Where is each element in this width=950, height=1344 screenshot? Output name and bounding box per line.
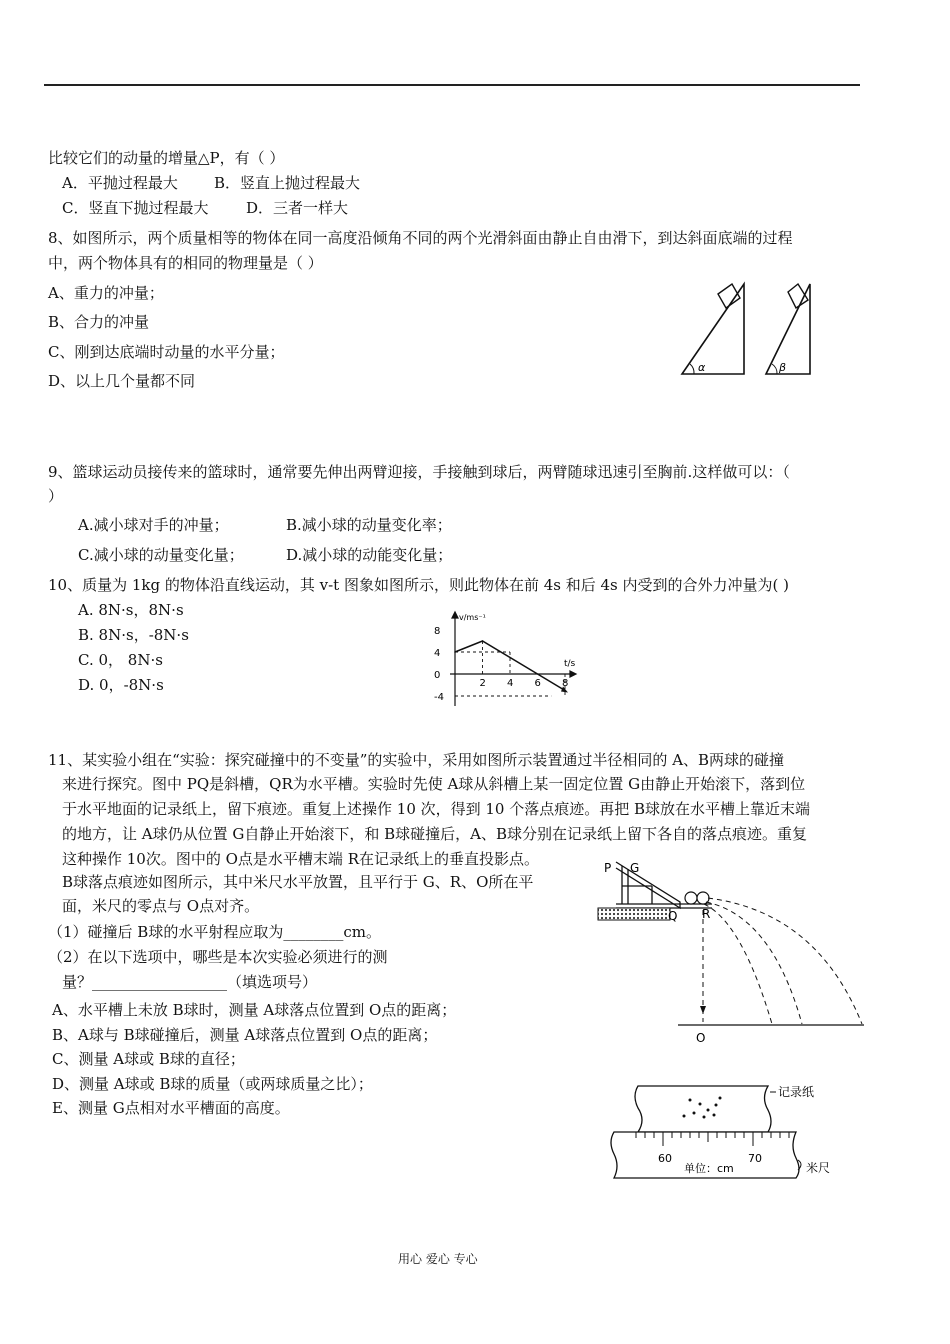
label-p: P — [604, 861, 612, 875]
q11-option-b: B、A球与 B球碰撞后，测量 A球落点位置到 O点的距离； — [52, 1026, 438, 1044]
q11-option-c: C、测量 A球或 B球的直径； — [52, 1050, 245, 1068]
chute-slope — [616, 862, 680, 908]
label-o: O — [696, 1031, 706, 1045]
q7-option-a: A．平抛过程最大 — [62, 174, 178, 192]
x-axis-arrow — [570, 671, 576, 677]
x-tick-label-4: 4 — [507, 678, 514, 689]
ruler-tick-70: 70 — [748, 1152, 762, 1165]
q11-sub1: （1）碰撞后 B球的水平射程应取为________cm。 — [48, 923, 381, 941]
ruler-tick-60: 60 — [658, 1152, 672, 1165]
q11-line4: 的地方，让 A球仍从位置 G自静止开始滚下，和 B球碰撞后，A、B球分别在记录纸上留下各自的落点痕迹。重复 — [62, 825, 808, 843]
beta-label: β — [779, 361, 787, 374]
y-axis-arrow — [452, 612, 458, 618]
vt-chart — [428, 606, 588, 710]
label-q: Q — [668, 909, 678, 923]
page-footer: 用心 爱心 专心 — [398, 1252, 478, 1266]
y-tick-label-4: 4 — [434, 648, 441, 659]
q10-option-c: C. 0， 8N·s — [78, 651, 163, 669]
q11-line3: 于水平地面的记录纸上，留下痕迹。重复上述操作 10 次，得到 10 个落点痕迹。再把 B球放在水平槽上靠近末端 — [62, 800, 811, 818]
q11-sub2-line1: （2）在以下选项中，哪些是本次实验必须进行的测 — [48, 948, 388, 966]
q11-option-a: A、水平槽上未放 B球时，测量 A球落点位置到 O点的距离； — [52, 1001, 457, 1019]
y-tick-label-8: 8 — [434, 626, 441, 637]
trajectory-2 — [706, 902, 802, 1024]
q11-option-e: E、测量 G点相对水平槽面的高度。 — [52, 1099, 290, 1117]
q9-option-d: D.减小球的动能变化量； — [286, 546, 453, 564]
q11-line2: 来进行探究。图中 PQ是斜槽，QR为水平槽。实验时先使 A球从斜槽上某一固定位置 G由静止开始滚下，落到位 — [62, 775, 806, 793]
alpha-label: α — [698, 361, 706, 374]
y-tick-label-0: 0 — [434, 670, 441, 681]
ruler-record-figure — [608, 1080, 858, 1184]
series-v-point-1 — [482, 640, 484, 642]
q8-option-c: C、刚到达底端时动量的水平分量； — [48, 343, 285, 361]
q7-stem: 比较它们的动量的增量△P，有（ ） — [48, 149, 285, 167]
q11-line5: 这种操作 10次。图中的 O点是水平槽末端 R在记录纸上的垂直投影点。 — [62, 850, 539, 868]
x-tick-label-8: 8 — [562, 678, 569, 689]
q9-option-a: A.减小球对手的冲量； — [78, 516, 229, 534]
trajectory-1 — [704, 904, 772, 1024]
label-r: R — [702, 907, 711, 921]
q10-option-a: A. 8N·s，8N·s — [78, 601, 184, 619]
q8-option-a: A、重力的冲量； — [48, 284, 164, 302]
q11-line7: 面，米尺的零点与 O点对齐。 — [62, 897, 260, 915]
q9-stem-line1: 9、篮球运动员接传来的篮球时，通常要先伸出两臂迎接，手接触到球后，两臂随球迅速引至胸前.这样做可以：（ — [48, 463, 790, 481]
record-paper — [635, 1086, 771, 1132]
incline-beta — [766, 284, 810, 374]
y-axis-label: v/ms⁻¹ — [459, 613, 486, 622]
q7-option-c: C．竖直下抛过程最大 — [62, 199, 209, 217]
q9-stem-line2: ） — [48, 487, 64, 505]
collision-apparatus-figure — [592, 852, 872, 1048]
q11-sub2-line2: 量？__________________（填选项号） — [62, 973, 318, 991]
x-tick-label-2: 2 — [479, 678, 486, 689]
ruler-label: 米尺 — [806, 1161, 831, 1175]
x-axis-label: t/s — [564, 659, 576, 669]
q10-option-b: B. 8N·s，-8N·s — [78, 626, 189, 644]
x-tick-label-6: 6 — [534, 678, 541, 689]
q8-stem-line1: 8、如图所示，两个质量相等的物体在同一高度沿倾角不同的两个光滑斜面由静止自由滑下，到达斜面底端的过程 — [48, 229, 793, 247]
incline-alpha — [682, 284, 744, 374]
label-g: G — [630, 861, 640, 875]
q8-stem-line2: 中，两个物体具有的相同的物理量是（ ） — [48, 254, 323, 272]
ball-a — [685, 892, 697, 904]
q11-option-d: D、测量 A球或 B球的质量（或两球质量之比）； — [52, 1075, 373, 1093]
q9-option-b: B.减小球的动量变化率； — [286, 516, 452, 534]
unit-label: 单位：cm — [684, 1162, 734, 1175]
q11-line6: B球落点痕迹如图所示，其中米尺水平放置，且平行于 G、R、O所在平 — [62, 873, 534, 891]
series-v-point-0 — [454, 651, 456, 653]
q11-line1: 11、某实验小组在“实验：探究碰撞中的不变量”的实验中，采用如图所示装置通过半径相同的 A、B两球的碰撞 — [48, 751, 785, 769]
trajectory-3 — [708, 898, 862, 1024]
q7-option-b: B．竖直上抛过程最大 — [214, 174, 361, 192]
header-rule — [44, 84, 860, 86]
q8-option-d: D、以上几个量都不同 — [48, 372, 196, 390]
y-tick-label--4: -4 — [434, 692, 444, 703]
q8-incline-figure — [676, 278, 836, 380]
base-block — [598, 908, 670, 920]
q8-option-b: B、合力的冲量 — [48, 313, 150, 331]
record-paper-label: 记录纸 — [778, 1085, 815, 1099]
q10-stem: 10、质量为 1kg 的物体沿直线运动，其 v-t 图象如图所示，则此物体在前 4s 和后 4s 内受到的合外力冲量为( ) — [48, 576, 789, 594]
q10-option-d: D. 0，-8N·s — [78, 676, 164, 694]
q7-option-d: D．三者一样大 — [246, 199, 349, 217]
q9-option-c: C.减小球的动量变化量； — [78, 546, 244, 564]
